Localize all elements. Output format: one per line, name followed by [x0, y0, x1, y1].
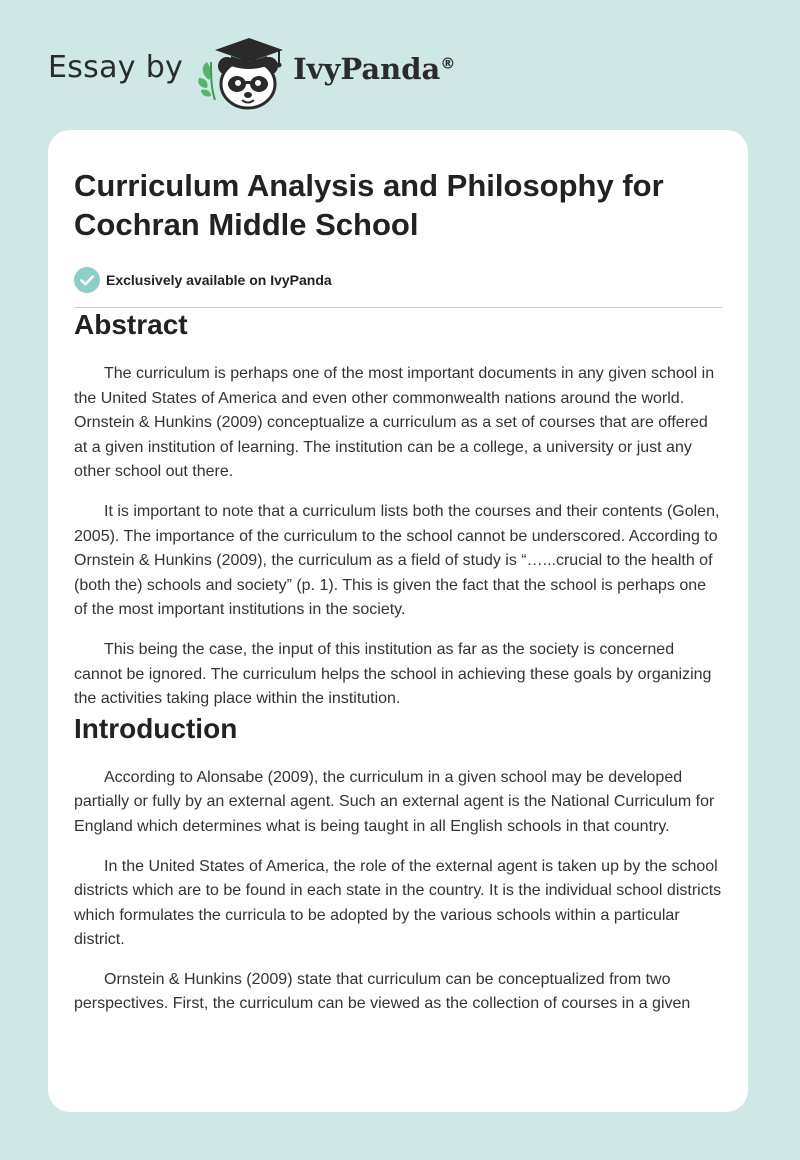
panda-graduate-logo-icon[interactable]: [197, 32, 289, 112]
exclusive-badge-label: Exclusively available on IvyPanda: [106, 272, 332, 288]
exclusive-badge: [74, 266, 722, 294]
brand-name[interactable]: [293, 52, 455, 86]
paragraph: The curriculum is perhaps one of the most important documents in any given school in the United States of America and even other commonwealth nations around the world. Ornstein & Hunkins (2009) conceptualize a curriculum as a set of courses that are offered at a given institution of learning. The institution can be a college, a university or just any other school out there.: [74, 365, 715, 481]
paragraph: Ornstein & Hunkins (2009) state that curriculum can be conceptualized from two perspectives. First, the curriculum can be viewed as the collection of courses in a given: [74, 970, 691, 1013]
ivy-leaf-icon: [198, 62, 215, 100]
paragraph: According to Alonsabe (2009), the curriculum in a given school may be developed partially or fully by an external agent. Such an external agent is the National Curriculum for England which determines what is being taught in all English schools in that country.: [74, 768, 715, 835]
paragraph: It is important to note that a curriculum lists both the courses and their contents (Golen, 2005). The importance of the curriculum to the school cannot be underscored. According to Ornstein & Hunkins (2009), the curriculum as a field of study is “…...crucial to the health of (both the) schools and society” (p. 1). This is given the fact that the school is perhaps one of the most important institutions in the society.: [74, 502, 720, 619]
essay-card: [48, 130, 748, 1112]
abstract-section: [74, 308, 722, 712]
site-header: [48, 32, 455, 112]
section-heading-abstract: Abstract: [74, 309, 188, 340]
essay-content: [48, 130, 748, 1017]
paragraph: In the United States of America, the role of the external agent is taken up by the school districts which are to be found in each state in the country. It is the individual school districts which formulates the curricula to be adopted by the various schools within a particular district.: [74, 857, 722, 949]
page-title: Curriculum Analysis and Philosophy for Cochran Middle School: [74, 168, 664, 242]
essay-by-label: Essay by: [48, 49, 184, 85]
brand-name-text: IvyPanda: [293, 52, 441, 86]
check-circle-icon: [74, 267, 100, 293]
registered-mark: ®: [440, 54, 456, 73]
paragraph: This being the case, the input of this institution as far as the society is concerned cannot be ignored. The curriculum helps the school in achieving these goals by organizing the activities taking place within the institution.: [74, 640, 712, 708]
introduction-section: [74, 712, 722, 1017]
section-heading-introduction: Introduction: [74, 712, 238, 744]
